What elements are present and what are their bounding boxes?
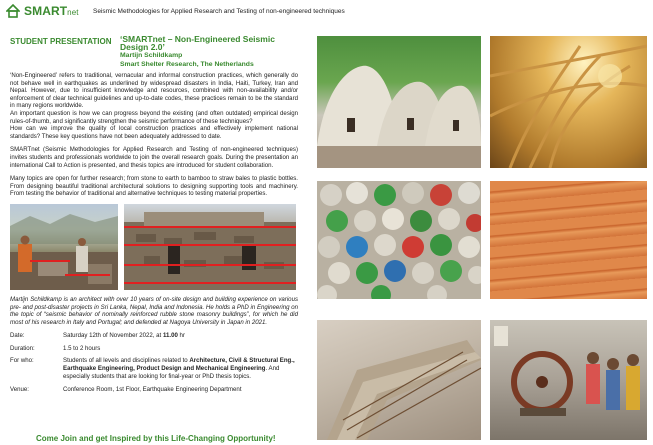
audience-row: For who: Students of all levels and disciplines related to Architecture, Civil & Structural Eng., Earthquake Engineering, Product Design and Mechanical Engineering. And especially students that are looking for final-year or PhD thesis topics. — [10, 357, 295, 380]
bamboo-structure-photo — [490, 36, 647, 168]
reinforced-wall-photo — [317, 320, 481, 440]
closing-slogan: Come Join and get Inspired by this Life-Changing Opportunity! — [36, 434, 276, 443]
presentation-label: STUDENT PRESENTATION — [10, 37, 112, 46]
presentation-title: ‘SMARTnet – Non-Engineered Seismic Design 2.0’ — [120, 34, 275, 52]
speaker-affiliation: Smart Shelter Research, The Netherlands — [120, 61, 254, 69]
presentation-title-block — [120, 36, 298, 69]
event-details — [10, 332, 298, 394]
smartnet-logo — [6, 4, 79, 18]
band-marker-line — [124, 244, 296, 246]
duration-row: Duration: 1.5 to 2 hours — [10, 344, 101, 352]
left-photo-row — [10, 204, 298, 290]
venue-row: Venue: Conference Room, 1st Floor, Earthquake Engineering Department — [10, 386, 242, 394]
date-row: Date: Saturday 12th of November 2022, at 11.00 hr — [10, 332, 185, 340]
band-marker-line — [124, 226, 296, 228]
workers-photo — [10, 204, 118, 290]
band-marker-line — [124, 282, 296, 284]
plastic-bottle-wall-photo — [317, 181, 481, 299]
band-marker-line — [30, 260, 70, 262]
topics-paragraph: Many topics are open for further research; from stone to earth to bamboo to straw bales to plastic bottles. From designing beautiful traditional architectural solutions to designing supporting tools and machinery. From testing the behavior of traditional and alternative techniques to testing material properties. — [10, 175, 298, 198]
left-column — [10, 36, 298, 399]
stone-building-photo — [124, 204, 296, 290]
earthbag-domes-photo — [317, 36, 481, 168]
band-marker-line — [124, 264, 296, 266]
header-tagline: Seismic Methodologies for Applied Research and Testing of non-engineered techniques — [93, 8, 345, 15]
speaker-name: Martijn Schildkamp — [120, 52, 183, 60]
testing-machine-photo — [490, 320, 647, 440]
presentation-heading — [10, 36, 298, 72]
logo-text: SMARTnet — [24, 4, 79, 18]
photo-grid — [317, 36, 647, 440]
call-paragraph: SMARTnet (Seismic Methodologies for Applied Research and Testing of non-engineered techniques) invites students and professionals worldwide to join the overall research goals. During the presentation an international Call to Action is presented, and thesis topics are introduced for student collaboration. — [10, 146, 298, 169]
band-marker-line — [65, 274, 110, 276]
rammed-earth-texture-photo — [490, 181, 647, 299]
intro-paragraph: ‘Non-Engineered’ refers to traditional, vernacular and informal construction practices, which generally do not behave well in earthquakes as underlined by widespread disasters in India, Haiti, Turkey, Iran and Nepal. However, due to insufficient knowledge and resources, combined with non-availability and/or enforcement of clear technical guidelines and up-to-date codes, these practices remain to be the standard in many regions worldwide. An important question is how we can progress beyond the existing (and often outdated) empirical design rules-of-thumb, and significantly strengthen the seismic performance of these techniques? How can we improve the quality of local construction practices and effectively implement national standards? These key questions have not been adequately addressed to date. — [10, 72, 298, 140]
speaker-bio: Martijn Schildkamp is an architect with over 10 years of on-site design and building experience on various pre- and post-disaster projects in Sri Lanka, Nepal, India and Indonesia. He holds a PhD in Engineering on the topic of “seismic behavior of nominally reinforced rubble stone masonry buildings”, for which he did most of his research in Italy and Portugal; and defended at Nagoya University in Japan in 2021. — [10, 295, 298, 326]
house-logo-icon — [6, 4, 20, 18]
